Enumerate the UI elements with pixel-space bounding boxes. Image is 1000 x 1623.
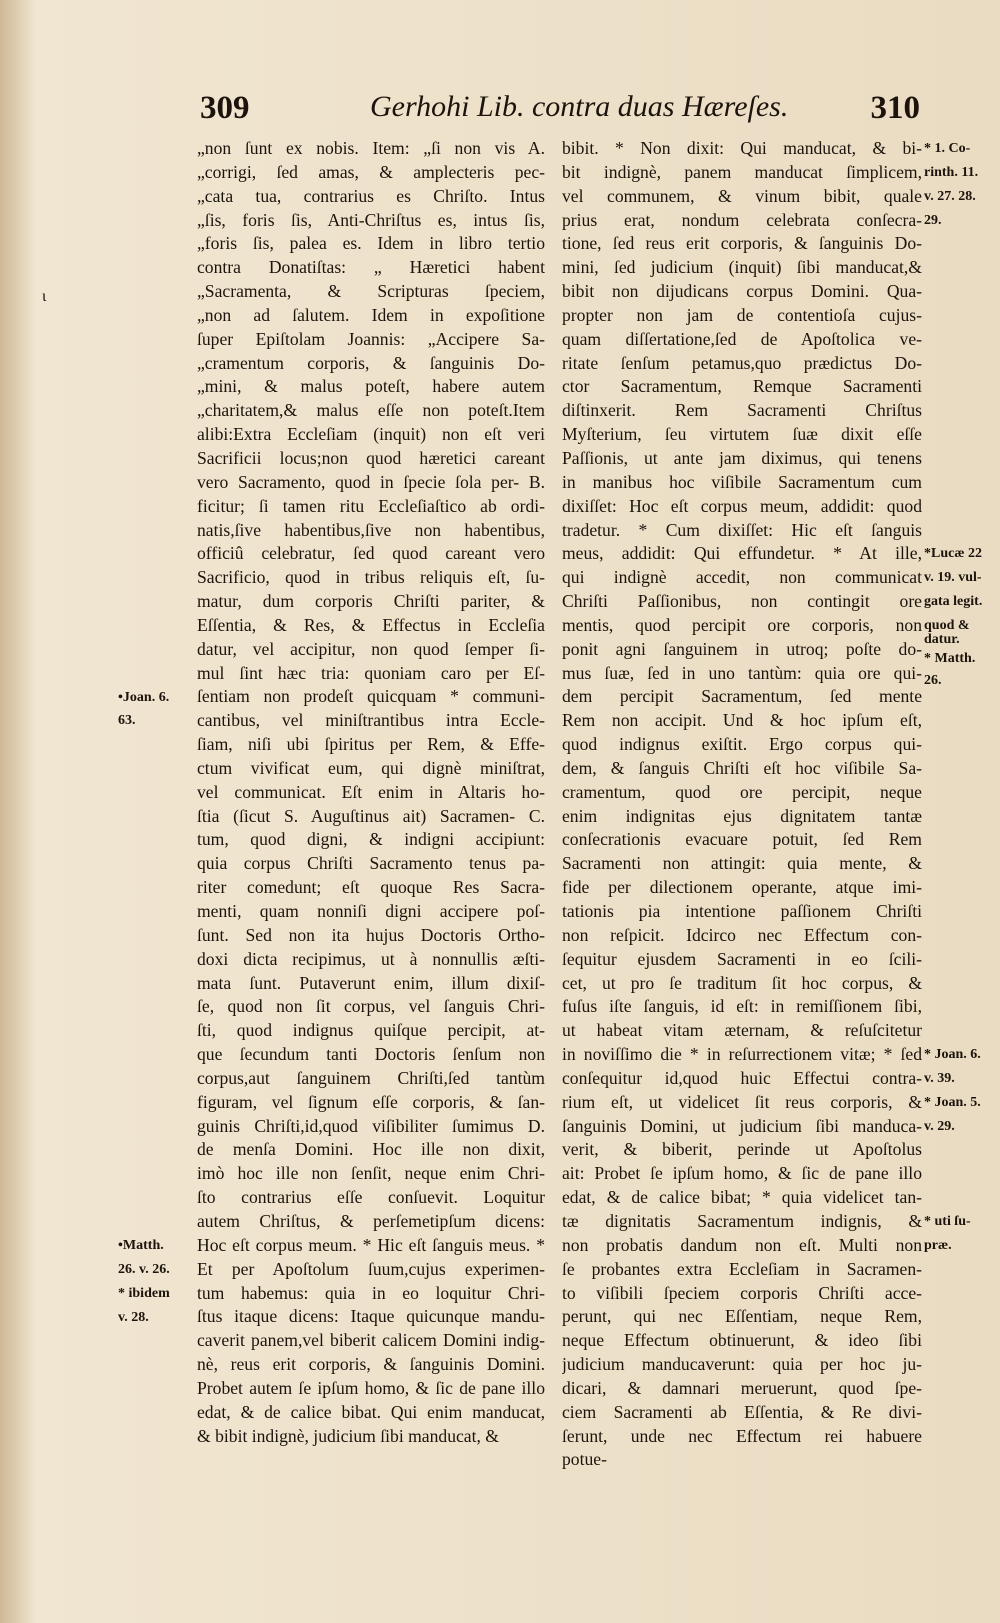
text-line: tationis pia intentione paſſionem Chriſti — [562, 901, 922, 921]
text-line: matur, dum corporis Chriſti pariter, & — [197, 591, 545, 612]
text-line: ritate ſenſum petamus,quo prædictus Do- — [562, 352, 922, 373]
page-number-right: 310 — [870, 90, 920, 126]
text-line: tum habemus: quia in eo loquitur Chri- — [197, 1282, 545, 1303]
text-line: judicium manducaverunt: quia per hoc ju- — [562, 1354, 922, 1375]
text-line: dicari, & damnari meruerunt, quod ſpe- — [562, 1377, 922, 1398]
margin-note: rinth. 11. — [924, 164, 979, 180]
text-line: cramentum, quod ore percipit, neque — [562, 781, 922, 802]
stray-mark: ι — [42, 288, 47, 305]
text-line: meus, addidit: Qui effundetur. * At ille, — [562, 543, 922, 564]
text-line: ſtus itaque dicens: Itaque quicunque mandu- — [197, 1306, 545, 1327]
margin-note: 26. v. 26. — [118, 1261, 170, 1277]
text-line: fuſus iſte ſanguis, id eſt: in remiſſionem ſibi, — [562, 996, 922, 1017]
text-line: Chriſti Paſſionibus, non contingit ore — [562, 591, 922, 612]
text-line: caverit panem,vel biberit calicem Domini indig- — [197, 1330, 545, 1351]
text-line: ſequitur ejusdem Sacramenti in eo ſcili- — [562, 948, 922, 969]
margin-note: * Joan. 6. — [924, 1047, 981, 1063]
text-line: Probet autem ſe ipſum homo, & ſic de pane illo — [197, 1377, 545, 1398]
binding-shadow — [0, 0, 36, 1623]
text-line: Paſſionis, ut ante jam diximus, qui tenens — [562, 447, 922, 468]
text-line: „charitatem,& malus eſſe non poteſt.Item — [197, 400, 545, 421]
text-line: perunt, qui nec Eſſentiam, neque Rem, — [562, 1306, 922, 1327]
margin-note: præ. — [924, 1238, 952, 1254]
text-line: „corrigi, ſed amas, & amplecteris pec- — [197, 161, 545, 182]
text-line: cet, ut pro ſe traditum ſit hoc corpus, & — [562, 972, 922, 993]
text-line: alibi:Extra Eccleſiam (inquit) non eſt veri — [197, 424, 545, 445]
text-line: potue- — [562, 1449, 607, 1470]
text-line: quam diſſertatione,ſed de Apoſtolica ve- — [562, 328, 922, 349]
text-line: rium eſt, ut videlicet ſit reus corporis, & — [562, 1091, 922, 1112]
text-line: bit indignè, panem manducat ſimplicem, — [562, 161, 922, 182]
text-line: quia corpus Chriſti Sacramento tenus pa- — [197, 853, 545, 874]
margin-note: v. 19. vul- — [924, 570, 982, 586]
text-line: officiû celebratur, ſed quod careant vero — [197, 543, 545, 564]
text-line: natis,ſive habentibus,ſive non habentibus, — [197, 519, 545, 540]
margin-note: •Joan. 6. — [118, 689, 170, 705]
text-line: Sacrificio, quod in tribus reliquis eſt, ſu- — [197, 567, 545, 588]
text-line: conſecrationis evacuare potuit, ſed Rem — [562, 829, 922, 850]
text-line: vel communem, & vinum bibit, quale — [562, 185, 922, 206]
text-line: & bibit indignè, judicium ſibi manducat, & — [197, 1425, 499, 1446]
text-line: ſanguinis Domini, ut judicium ſibi manduca- — [562, 1115, 922, 1136]
text-line: Eſſentia, & Res, & Effectus in Eccleſia — [197, 614, 545, 635]
text-line: „cata tua, contrarius es Chriſto. Intus — [197, 185, 545, 206]
text-line: contra Donatiſtas: „ Hæretici habent — [197, 257, 545, 278]
text-line: tæ dignitatis Sacramentum indignis, & — [562, 1210, 922, 1231]
margin-note: gata legit. — [924, 594, 983, 610]
margin-note: 63. — [118, 713, 136, 729]
text-line: ſerunt, unde nec Effectum rei habuere — [562, 1425, 922, 1446]
text-line: Et per Apoſtolum ſuum,cujus experimen- — [197, 1258, 545, 1279]
text-line: dixiſſet: Hoc eſt corpus meum, addidit: quod — [562, 495, 922, 516]
text-line: nè, reus erit corporis, & ſanguinis Domini. — [197, 1354, 545, 1375]
page-header — [200, 90, 920, 140]
text-line: in noviſſimo die * in reſurrectionem vitæ; * ſed — [562, 1044, 922, 1065]
text-line: ſentiam non prodeſt quicquam * communi- — [197, 686, 545, 707]
text-line: ait: Probet ſe ipſum homo, & ſic de pane illo — [562, 1163, 922, 1184]
text-line: ſunt. Sed non ita hujus Doctoris Ortho- — [197, 924, 545, 945]
text-line: riter comedunt; eſt quoque Res Sacra- — [197, 877, 545, 898]
text-line: ſiam, niſi ubi ſpiritus per Rem, & Effe- — [197, 734, 545, 755]
margin-note: * uti ſu- — [924, 1214, 971, 1230]
text-line: dem, & ſanguis Chriſti eſt hoc viſibile Sa- — [562, 757, 922, 778]
text-line: cantibus, vel miniſtrantibus intra Eccle- — [197, 710, 545, 731]
text-line: de menſa Domini. Hoc ille non dixit, — [197, 1139, 545, 1160]
text-line: conſequitur id,quod huic Effectui contra- — [562, 1067, 922, 1088]
text-line: to viſibili ſpeciem corporis Chriſti acce- — [562, 1282, 922, 1303]
text-line: Sacrificii locus;non quod hæretici careant — [197, 447, 545, 468]
text-line: fide per dilectionem operante, atque imi- — [562, 877, 922, 898]
right-text-column — [562, 137, 922, 1472]
text-line: qui indignè accedit, non communicat — [562, 567, 922, 588]
text-line: mul ſint hæc tria: quoniam caro per Eſ- — [197, 662, 545, 683]
text-line: ſe probantes extra Eccleſiam in Sacramen- — [562, 1258, 922, 1279]
text-line: dem percipit Sacramentum, ſed mente — [562, 686, 922, 707]
text-line: ut habeat vitam æternam, & reſuſcitetur — [562, 1020, 922, 1041]
text-line: Hoc eſt corpus meum. * Hic eſt ſanguis meus. * — [197, 1234, 545, 1255]
text-line: doxi dicta recipimus, ut à nonnullis æſti- — [197, 948, 545, 969]
margin-note: •Matth. — [118, 1238, 164, 1254]
text-line: non reſpicit. Idcirco nec Effectum con- — [562, 924, 922, 945]
text-line: enim indignitas ejus dignitatem tantæ — [562, 805, 922, 826]
text-line: neque Effectum obtinuerunt, & ideo ſibi — [562, 1330, 922, 1351]
margin-note: * 1. Co- — [924, 141, 971, 156]
text-line: ſuper Epiſtolam Joannis: „Accipere Sa- — [197, 328, 545, 349]
text-line: „Sacramenta, & Scripturas ſpeciem, — [197, 281, 545, 302]
text-line: ficitur; ſi tamen ritu Eccleſiaſtico ab ordi- — [197, 495, 545, 516]
text-line: mata ſunt. Putaverunt enim, illum dixiſ- — [197, 972, 545, 993]
page-number-left: 309 — [200, 90, 250, 126]
text-line: ſti, quod indignus quiſque percipit, at- — [197, 1020, 545, 1041]
text-line: tione, ſed reus erit corporis, & ſanguinis Do- — [562, 233, 922, 254]
text-line: vel communicat. Eſt enim in Altaris ho- — [197, 781, 545, 802]
text-line: quod indignus exiſtit. Ergo corpus qui- — [562, 734, 922, 755]
text-line: „mini, & malus poteſt, habere autem — [197, 376, 545, 397]
text-line: ciem Sacramenti ab Eſſentia, & Re divi- — [562, 1401, 922, 1422]
text-line: tum, quod digni, & indigni accipiunt: — [197, 829, 545, 850]
margin-note: * Matth. — [924, 651, 976, 667]
text-line: vero Sacramento, quod in ſpecie ſola per- B. — [197, 471, 545, 492]
text-line: bibit non dijudicans corpus Domini. Qua- — [562, 281, 922, 302]
text-line: guinis Chriſti,id,quod viſibiliter ſumimus D. — [197, 1115, 545, 1136]
text-line: mus ſuæ, ſed in uno tantùm: quia ore qui- — [562, 662, 922, 683]
text-line: edat, & de calice bibat. Qui enim manducat, — [197, 1401, 545, 1422]
text-line: ponit agni ſanguinem in utroq; poſte do- — [562, 638, 922, 659]
margin-note: 29. — [924, 212, 942, 228]
text-line: que ſecundum tanti Doctoris ſenſum non — [197, 1044, 545, 1065]
text-line: ctor Sacramentum, Remque Sacramenti — [562, 376, 922, 397]
text-line: figuram, vel ſignum eſſe corporis, & ſan- — [197, 1091, 545, 1112]
margin-note: v. 39. — [924, 1071, 955, 1087]
margin-note: v. 27. 28. — [924, 188, 976, 204]
text-line: edat, & de calice bibat; * quia videlicet tan- — [562, 1187, 922, 1208]
margin-note: 26. — [924, 672, 942, 688]
text-line: ſto contrarius eſſe conſuevit. Loquitur — [197, 1187, 545, 1208]
text-line: imò hoc ille non ſenſit, neque enim Chri- — [197, 1163, 545, 1184]
margin-note: * Joan. 5. — [924, 1095, 981, 1110]
text-line: non probatis dandum non eſt. Multi non — [562, 1234, 922, 1255]
text-line: „non ad ſalutem. Idem in expoſitione — [197, 304, 545, 325]
text-line: datur, vel accipitur, non quod ſemper ſi- — [197, 638, 545, 659]
margin-note: *Lucæ 22 — [924, 546, 982, 562]
margin-note: datur. — [924, 632, 960, 648]
text-line: ſe, quod non ſit corpus, vel ſanguis Chri- — [197, 996, 545, 1017]
margin-note: v. 28. — [118, 1309, 149, 1325]
text-line: Rem non accipit. Und & hoc ipſum eſt, — [562, 710, 922, 731]
text-line: „cramentum corporis, & ſanguinis Do- — [197, 352, 545, 373]
text-line: menti, quam nonniſi digni accipere poſ- — [197, 901, 545, 921]
text-line: corpus,aut ſanguinem Chriſti,ſed tantùm — [197, 1067, 545, 1088]
left-text-column — [197, 137, 545, 1448]
text-line: in manibus hoc viſibile Sacramentum cum — [562, 471, 922, 492]
margin-note: v. 29. — [924, 1118, 955, 1134]
text-line: „ſis, foris ſis, Anti-Chriſtus es, intus ſis, — [197, 209, 545, 230]
text-line: ctum vivificat eum, qui dignè miniſtrat, — [197, 757, 545, 778]
text-line: prius erat, nondum celebrata conſecra- — [562, 209, 922, 230]
text-line: mini, ſed judicium (inquit) ſibi manducat,& — [562, 257, 922, 278]
text-line: Myſterium, ſeu virtutem ſuæ dixit eſſe — [562, 424, 922, 445]
text-line: autem Chriſtus, & perſemetipſum dicens: — [197, 1210, 545, 1231]
text-line: bibit. * Non dixit: Qui manducat, & bi- — [562, 138, 922, 158]
margin-note: quod & — [924, 618, 970, 633]
text-line: verit, & biberit, perinde ut Apoſtolus — [562, 1139, 922, 1160]
text-line: ſtia (ſicut S. Auguſtinus ait) Sacramen- C. — [197, 805, 545, 826]
text-line: „foris ſis, palea es. Idem in libro tertio — [197, 233, 545, 254]
text-line: mentis, quod percipit ore corporis, non — [562, 614, 922, 635]
running-title: Gerhohi Lib. contra duas Hæreſes. — [370, 90, 789, 123]
text-line: „non ſunt ex nobis. Item: „ſi non vis A. — [197, 138, 545, 158]
text-line: tradetur. * Cum dixiſſet: Hic eſt ſanguis — [562, 519, 922, 540]
text-line: diſtinxerit. Rem Sacramenti Chriſtus — [562, 400, 922, 421]
text-line: Sacramenti non attingit: quia mente, & — [562, 853, 922, 874]
margin-note: * ibidem — [118, 1285, 170, 1301]
text-line: propter non jam de contentioſa cujus- — [562, 304, 922, 325]
